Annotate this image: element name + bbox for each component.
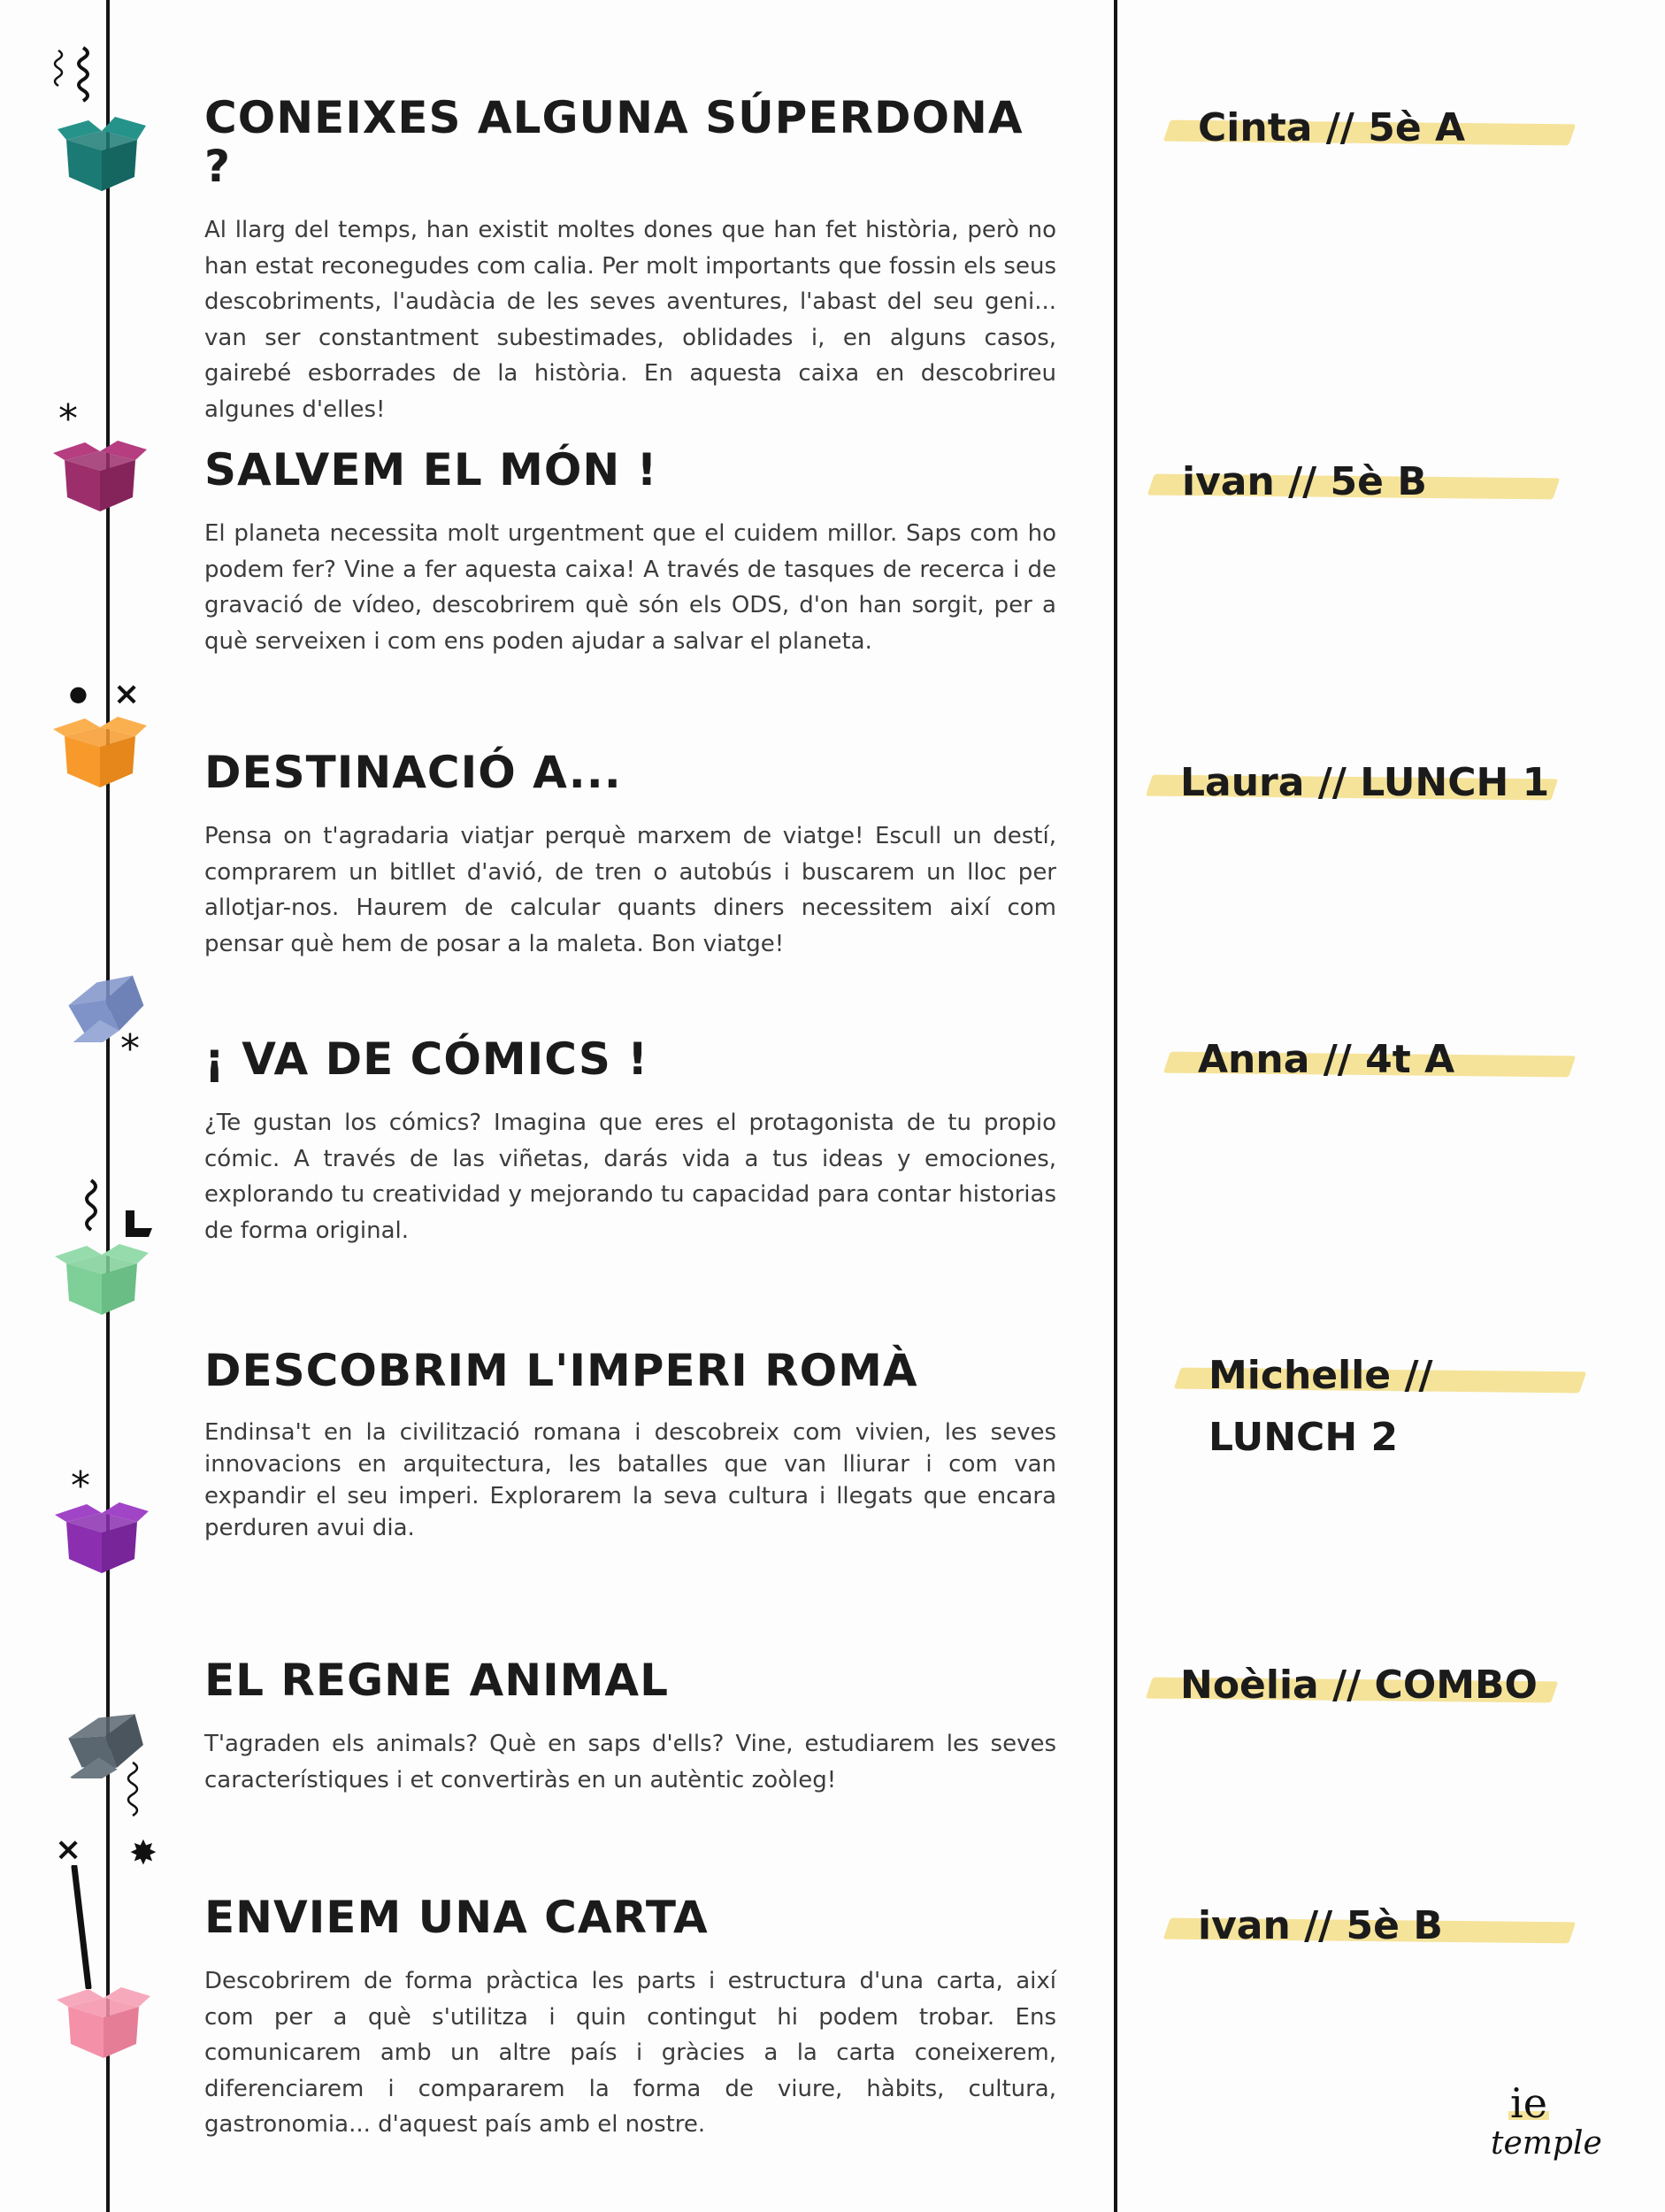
squiggle-doodle: [78, 1179, 104, 1240]
teacher-label: [1150, 451, 1557, 513]
section-imperi-roma: [204, 1347, 1056, 1544]
line-doodle: [65, 1865, 101, 1989]
asterisk-doodle: *: [120, 1026, 140, 1071]
teacher-label: [1166, 1895, 1573, 1957]
ie-temple-logo: [1491, 2079, 1615, 2177]
teacher-label: [1166, 1029, 1573, 1091]
squiggle-doodle: [124, 1761, 159, 1823]
teacher-name: Anna // 4t A: [1198, 1037, 1455, 1082]
section-title: DESTINACIÓ A...: [204, 747, 622, 798]
section-description: Endinsa't en la civilització romana i descobreix com vivien, les seves innovacions en arquitectura, les batalles que van lliurar i com van expandir el seu imperi. Explorarem la seva cultura i llegats que encara perduren avui dia.: [204, 1419, 1056, 1541]
squiggle-doodle: [50, 46, 103, 117]
drop-doodle: ●: [69, 681, 88, 706]
section-title: ENVIEM UNA CARTA: [204, 1892, 709, 1943]
section-salvem-el-mon: [204, 446, 1056, 659]
open-box-icon: [55, 1980, 152, 2060]
section-description: El planeta necessita molt urgentment que el cuidem millor. Saps com ho podem fer? Vine a fer aquesta caixa! A través de tasques de recerca i de gravació de vídeo, descobrirem què són els ODS, d'on han sorgit, per a què serveixen i com ens poden ajudar a salvar el planeta.: [204, 520, 1056, 655]
teacher-name: Noèlia // COMBO: [1180, 1663, 1538, 1708]
section-description: T'agraden els animals? Què en saps d'ells? Vine, estudiarem les seves característiques i et convertiràs en un autèntic zoòleg!: [204, 1731, 1056, 1793]
tilted-box-icon: [58, 963, 155, 1042]
cross-doodle: ×: [113, 676, 141, 712]
section-title: DESCOBRIM L'IMPERI ROMÀ: [204, 1345, 918, 1396]
section-description: Pensa on t'agradaria viatjar perquè marxem de viatge! Escull un destí, comprarem un bitllet d'avió, de tren o autobús i buscarem un lloc per allotjar-nos. Haurem de calcular quants diners necessitem així com pensar què hem de posar a la maleta. Bon viatge!: [204, 823, 1056, 957]
teacher-name: Cinta // 5è A: [1198, 105, 1466, 150]
open-box-icon: [51, 710, 149, 789]
timeline-left: [106, 0, 110, 2212]
section-superdona: [204, 94, 1056, 427]
open-box-icon: [53, 1237, 150, 1317]
section-title: CONEIXES ALGUNA SÚPERDONA ?: [204, 92, 1024, 192]
teacher-label: [1148, 1655, 1555, 1717]
teacher-name: ivan // 5è B: [1182, 459, 1427, 504]
timeline-right: [1114, 0, 1117, 2212]
cross-doodle: ×: [55, 1832, 82, 1868]
open-box-icon: [53, 113, 150, 193]
logo-bottom-text: temple: [1491, 2125, 1602, 2162]
logo-top-text: ie: [1510, 2079, 1547, 2127]
teacher-name: Michelle // LUNCH 2: [1208, 1353, 1433, 1460]
section-title: EL REGNE ANIMAL: [204, 1655, 669, 1706]
section-title: ¡ VA DE CÓMICS !: [204, 1033, 649, 1085]
section-description: Descobrirem de forma pràctica les parts i estructura d'una carta, així com per a què s'utilitza i quin contingut hi podem trobar. Ens comunicarem amb un altre país i gràcies a la carta coneixerem, diferenciarem i compararem la forma de viure, hàbits, cultura, gastronomia... d'aquest país amb el nostre.: [204, 1968, 1056, 2138]
section-regne-animal: [204, 1656, 1056, 1798]
section-description: Al llarg del temps, han existit moltes dones que han fet història, però no han estat reconegudes com calia. Per molt importants que fossin els seus descobriments, l'audàcia de les seves aventures, l'abast del seu geni... van ser constantment subestimades, oblidades i, en alguns casos, gairebé esborrades de la història. En aquesta caixa en descobrireu algunes d'elles!: [204, 217, 1056, 423]
open-box-icon: [51, 434, 149, 513]
asterisk-doodle: *: [58, 396, 78, 442]
section-destinacio: [204, 749, 1056, 962]
section-enviem-carta: [204, 1893, 1056, 2143]
teacher-name: ivan // 5è B: [1198, 1903, 1443, 1948]
arrow-doodle: [122, 1209, 154, 1239]
teacher-label: [1148, 752, 1555, 814]
teacher-label: [1166, 97, 1573, 159]
star-doodle: ✸: [129, 1833, 157, 1872]
open-box-icon: [53, 1495, 150, 1575]
section-description: ¿Te gustan los cómics? Imagina que eres el protagonista de tu propio cómic. A través de las viñetas, darás vida a tus ideas y emociones, explorando tu creatividad y mejorando tu capacidad para contar historias de forma original.: [204, 1110, 1056, 1244]
asterisk-doodle: *: [71, 1463, 90, 1509]
teacher-label: [1177, 1345, 1584, 1460]
section-comics: [204, 1035, 1056, 1248]
teacher-name: Laura // LUNCH 1: [1180, 760, 1550, 805]
section-title: SALVEM EL MÓN !: [204, 444, 658, 495]
